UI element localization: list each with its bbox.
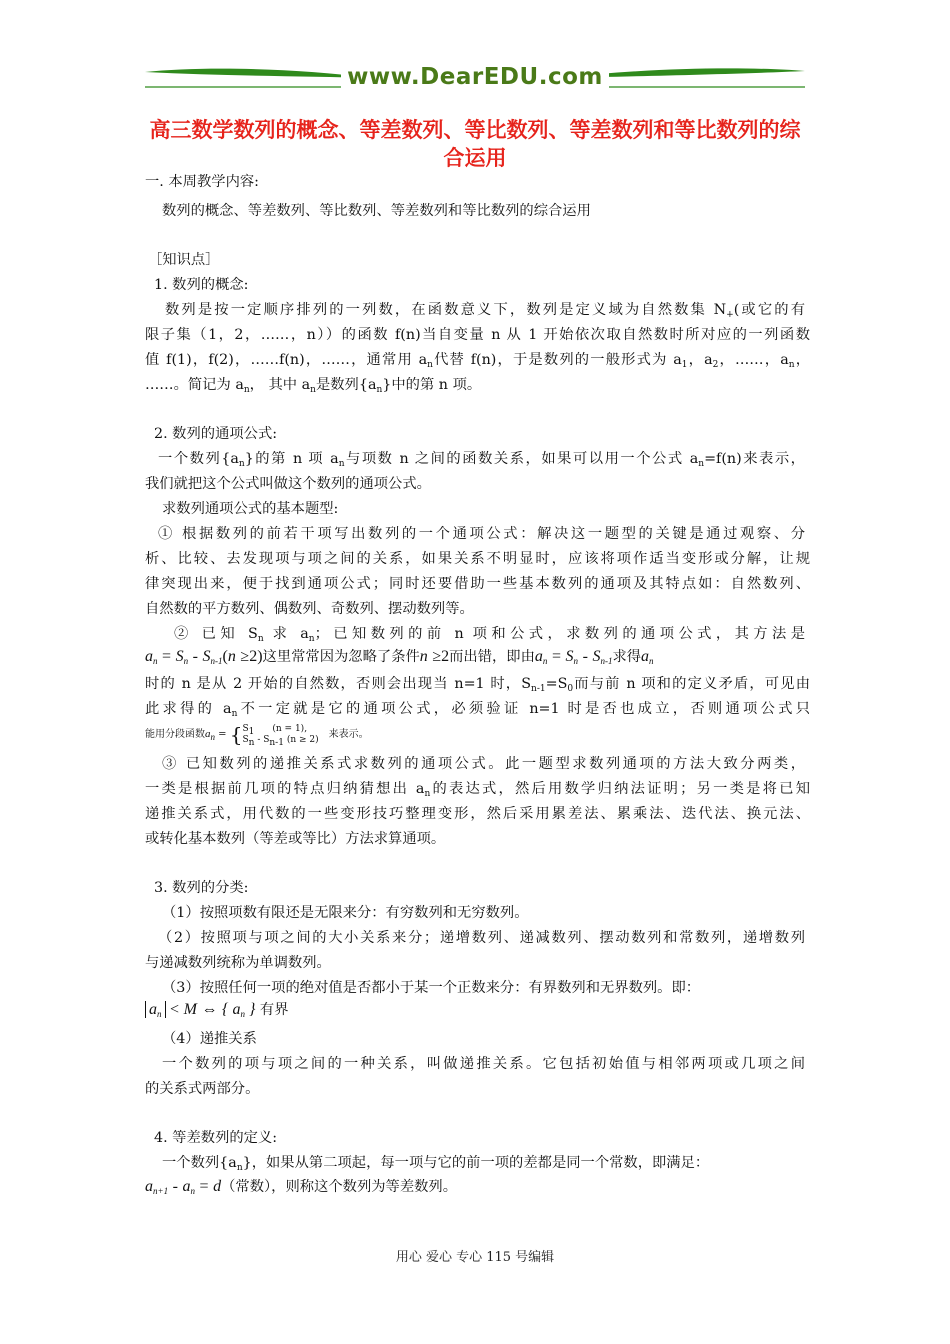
section-1-heading: 一. 本周教学内容: [145,174,259,190]
type-2-line-4: 此求得的 $a_n$不一定就是它的通项公式，必须验证 n=1 时是否也成立，否则通项公式只 [145,701,810,719]
concept-heading: 1. 数列的概念: [154,277,249,293]
concept-line-4: ……。简记为 $a_n$， 其中 $a_n$是数列$\{a_n\}$中的第 n 项。 [145,377,482,395]
page-header [143,62,807,96]
page-title [143,116,807,172]
concept-line-1: 数列是按一定顺序排列的一列数，在函数意义下，数列是定义域为自然数集 $N_+$(或它的有 [165,302,805,320]
type-1-line-4: 自然数的平方数列、偶数列、奇数列、摆动数列等。 [145,601,474,617]
recurrence-line-2: 的关系式两部分。 [145,1081,260,1097]
classification-heading: 3. 数列的分类: [154,880,249,896]
site-logo[interactable]: www.DearEDU.com [341,64,609,90]
type-2-line-5: 能用分段函数$a_n = \{S_1$ (n = 1), $S_n - S_{n-1}$ (n ≥ 2) 来表示。 [145,722,369,748]
formula-heading: 2. 数列的通项公式: [154,426,278,442]
title-line-1: 高三数学数列的概念、等差数列、等比数列、等差数列和等比数列的综 [149,118,801,142]
classification-item-1: （1）按照项数有限还是无限来分：有穷数列和无穷数列。 [162,905,529,921]
classification-item-4: （4）递推关系 [162,1031,257,1047]
classification-item-2-line-1: （2）按照项与项之间的大小关系来分；递增数列、递减数列、摆动数列和常数列，递增数列 [158,930,805,946]
type-2-line-3: 时的 n 是从 2 开始的自然数，否则会出现当 n=1 时，$S_{n-1}=S_0$而与前 n 项和的定义矛盾，可见由 [145,676,810,694]
type-2-line-2: $a_n = S_n - S_{n-1}(n \ge 2)$这里常常因为忽略了条件n ≥2而出错，即由$a_n = S_n - S_{n-1}$求得$a_n$ [145,648,654,666]
concept-line-3: 值 f(1)，f(2)，……f(n)，……，通常用 $a_n$代替 f(n)，于是数列的一般形式为 $a_1$，$a_2$，……，$a_n$， [145,352,810,370]
type-3-line-3: 递推关系式，用代数的一些变形技巧整理变形，然后采用累差法、累乘法、迭代法、换元法、 [145,806,810,822]
type-3-line-4: 或转化基本数列（等差或等比）方法求算通项。 [145,831,446,847]
formula-line-2: 我们就把这个公式叫做这个数列的通项公式。 [145,476,431,492]
type-1-line-3: 律突现出来，便于找到通项公式；同时还要借助一些基本数列的通项及其特点如：自然数列、 [145,576,810,592]
classification-item-3-line-1: （3）按照任何一项的绝对值是否都小于某一个正数来分：有界数列和无界数列。即： [162,980,701,996]
concept-line-2: 限子集（1，2，……，n））的函数 f(n)当自变量 n 从 1 开始依次取自然数时所对应的一列函数 [145,327,810,343]
type-3-line-1: ③ 已知数列的递推关系式求数列的通项公式。此一题型求数列通项的方法大致分两类， [162,756,805,772]
formula-line-1: 一个数列$\{a_n\}$的第 n 项 $a_n$与项数 n 之间的函数关系，如果可以用一个公式 $a_n=f(n)$来表示， [158,451,805,469]
page-footer: 用心 爱心 专心 115 号编辑 [395,1250,555,1265]
arithmetic-heading: 4. 等差数列的定义: [154,1130,278,1146]
arithmetic-line-2: $a_{n+1} - a_n = d$（常数），则称这个数列为等差数列。 [145,1178,458,1196]
arithmetic-line-1: 一个数列$\{a_n\}$，如果从第二项起，每一项与它的前一项的差都是同一个常数，即满足： [162,1155,710,1173]
knowledge-points-label: ［知识点］ [148,252,220,268]
recurrence-line-1: 一个数列的项与项之间的一种关系，叫做递推关系。它包括初始值与相邻两项或几项之间 [162,1056,805,1072]
section-1-content: 数列的概念、等差数列、等比数列、等差数列和等比数列的综合运用 [162,203,591,219]
type-1-line-1: ① 根据数列的前若干项写出数列的一个通项公式：解决这一题型的关键是通过观察、分 [158,526,805,542]
title-line-2: 合运用 [443,146,507,170]
type-3-line-2: 一类是根据前几项的特点归纳猜想出 $a_n$的表达式，然后用数学归纳法证明；另一类是将已知 [145,781,810,799]
classification-item-3-line-2: $a_n < M$ ⇔ { $a_n$ } 有界 [145,1000,810,1020]
type-2-line-1: ② 已知 $S_n$ 求 $a_n$；已知数列的前 n 项和公式，求数列的通项公式，其方法是 [174,626,806,644]
formula-types-label: 求数列通项公式的基本题型: [162,501,339,517]
classification-item-2-line-2: 与递减数列统称为单调数列。 [145,955,331,971]
type-1-line-2: 析、比较、去发现项与项之间的关系，如果关系不明显时，应该将项作适当变形或分解，让规 [145,551,810,567]
